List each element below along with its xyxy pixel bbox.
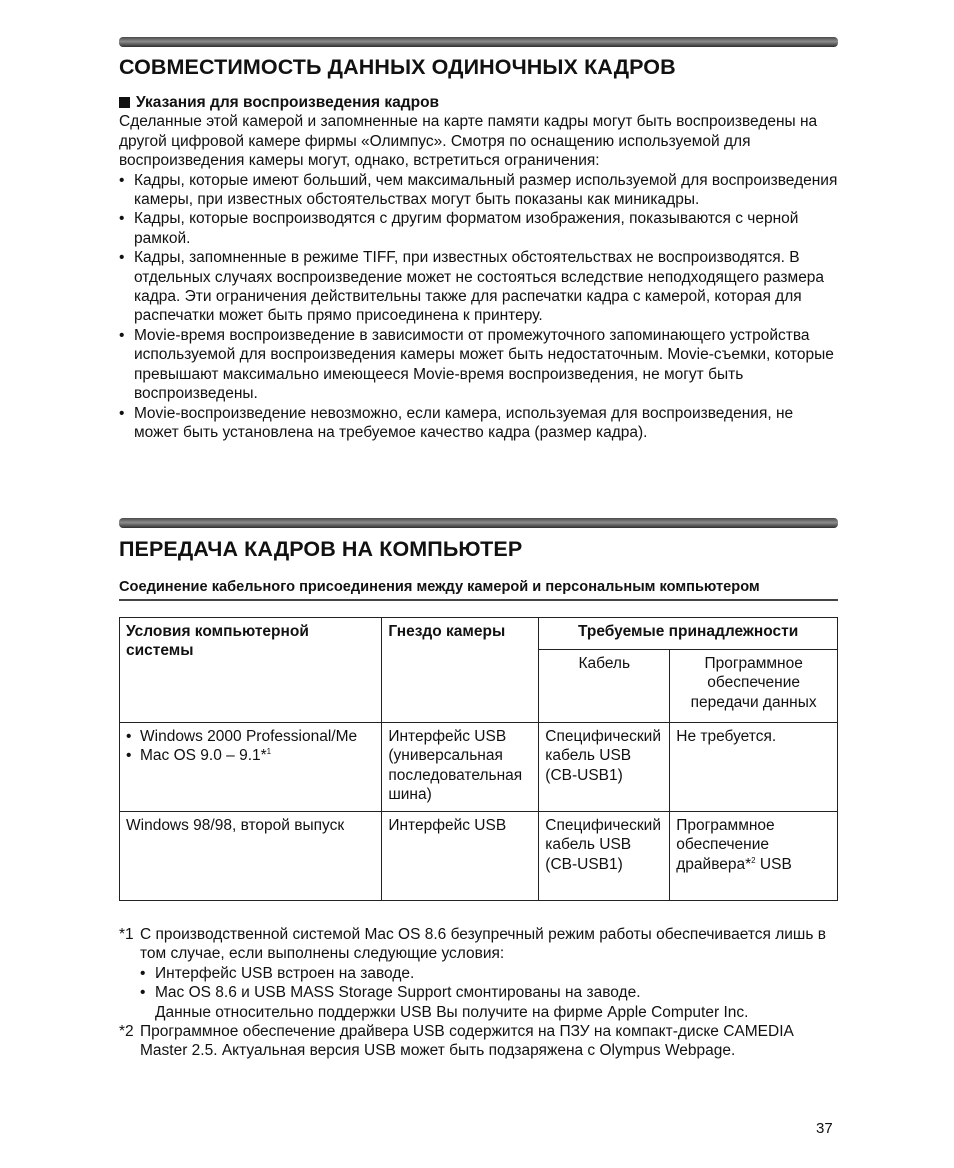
intro-paragraph: Сделанные этой камерой и запомненные на карте памяти кадры могут быть воспроизведены на другой цифровой камере фирмы «Олимпус». Смотря по оснащению используемой для воспроизведения камеры могут, однако, встретиться ограничения:	[119, 113, 818, 170]
list-item: • Кадры, запомненные в режиме TIFF, при известных обстоятельствах не воспроизводятся. В отдельных случаях воспроизведение может не состояться вследствие неподходящего размера кадра. Эти ограничения действительны также для распечатки кадра с камерой, которая для распечатки может быть прямо присоединена к принтеру.	[119, 248, 841, 326]
cell-socket: Интерфейс USB	[382, 812, 539, 901]
cell-software: Не требуется.	[670, 723, 838, 812]
requirements-table	[119, 617, 838, 901]
system-item-text: Mac OS 9.0 – 9.1*	[140, 747, 267, 765]
cell-socket: Интерфейс USB (универсальная последовательная шина)	[382, 723, 539, 812]
footnote-bullets	[140, 964, 841, 1003]
list-item: • Movie-время воспроизведение в зависимости от промежуточного запоминающего устройства используемой для воспроизведения камеры может быть недостаточным. Movie-съемки, которые превышают максимально имеющееся Movie-время воспроизведения, не могут быть воспроизведены.	[119, 326, 841, 404]
list-item: • Интерфейс USB встроен на заводе.	[140, 964, 841, 983]
list-item: • Mac OS 8.6 и USB MASS Storage Support смонтированы на заводе.	[140, 983, 841, 1002]
cell-cable: Специфический кабель USB (CB-USB1)	[539, 723, 670, 812]
footnote-ref: 1	[266, 747, 272, 757]
cell-system: Windows 98/98, второй выпуск	[120, 812, 382, 901]
subheading	[119, 93, 841, 112]
footnote-ref: 2	[751, 855, 756, 865]
section-divider-bar	[119, 518, 838, 528]
footnote-text: С производственной системой Mac OS 8.6 безупречный режим работы обеспечивается лишь в том случае, если выполнены следующие условия:	[140, 926, 826, 963]
footnote-mark: *2	[119, 1023, 134, 1041]
table-header-row	[120, 618, 838, 650]
table-row	[120, 723, 838, 812]
header-system: Условия компьютерной системы	[120, 618, 382, 723]
system-item: • Windows 2000 Professional/Me	[126, 727, 375, 746]
software-text-tail: USB	[755, 855, 792, 873]
page-number: 37	[816, 1120, 833, 1137]
section-title-transfer: ПЕРЕДАЧА КАДРОВ НА КОМПЬЮТЕР	[119, 537, 523, 561]
footnote-mark: *1	[119, 926, 134, 943]
compatibility-section	[119, 93, 841, 442]
section-divider-bar	[119, 37, 838, 47]
cell-system	[120, 723, 382, 812]
table-row	[120, 812, 838, 901]
cell-cable: Специфический кабель USB (CB-USB1)	[539, 812, 670, 901]
list-item: • Movie-воспроизведение невозможно, если камера, используемая для воспроизведения, не может быть установлена на требуемое качество кадра (размер кадра).	[119, 404, 841, 443]
list-item: • Кадры, которые воспроизводятся с другим форматом изображения, показываются с черной рамкой.	[119, 209, 841, 248]
header-accessories: Требуемые принадлежности	[539, 618, 838, 650]
section-title-compatibility: СОВМЕСТИМОСТЬ ДАННЫХ ОДИНОЧНЫХ КАДРОВ	[119, 55, 676, 79]
footnote-1	[119, 925, 841, 1022]
footnote-text: Программное обеспечение драйвера USB содержится на ПЗУ на компакт-диске CAMEDIA Master 2.5. Актуальная версия USB может быть подзаряжена с Olympus Webpage.	[140, 1023, 793, 1060]
footnote-2	[119, 1022, 841, 1061]
header-cable: Кабель	[539, 650, 670, 723]
footnote-tail: Данные относительно поддержки USB Вы получите на фирме Apple Computer Inc.	[155, 1003, 749, 1021]
header-socket: Гнездо камеры	[382, 618, 539, 723]
cell-software	[670, 812, 838, 901]
subheading-text: Указания для воспроизведения кадров	[136, 94, 440, 111]
square-bullet-icon	[119, 97, 130, 108]
header-software: Программное обеспечение передачи данных	[670, 650, 838, 723]
footnotes	[119, 925, 841, 1061]
list-item: • Кадры, которые имеют больший, чем максимальный размер используемой для воспроизведения камеры, при известных обстоятельствах могут быть показаны как миникадры.	[119, 171, 841, 210]
connection-heading: Соединение кабельного присоединения между камерой и персональным компьютером	[119, 577, 838, 601]
software-text: Программное обеспечение драйвера*	[676, 817, 775, 873]
system-item	[126, 746, 375, 765]
restrictions-list	[119, 171, 841, 443]
